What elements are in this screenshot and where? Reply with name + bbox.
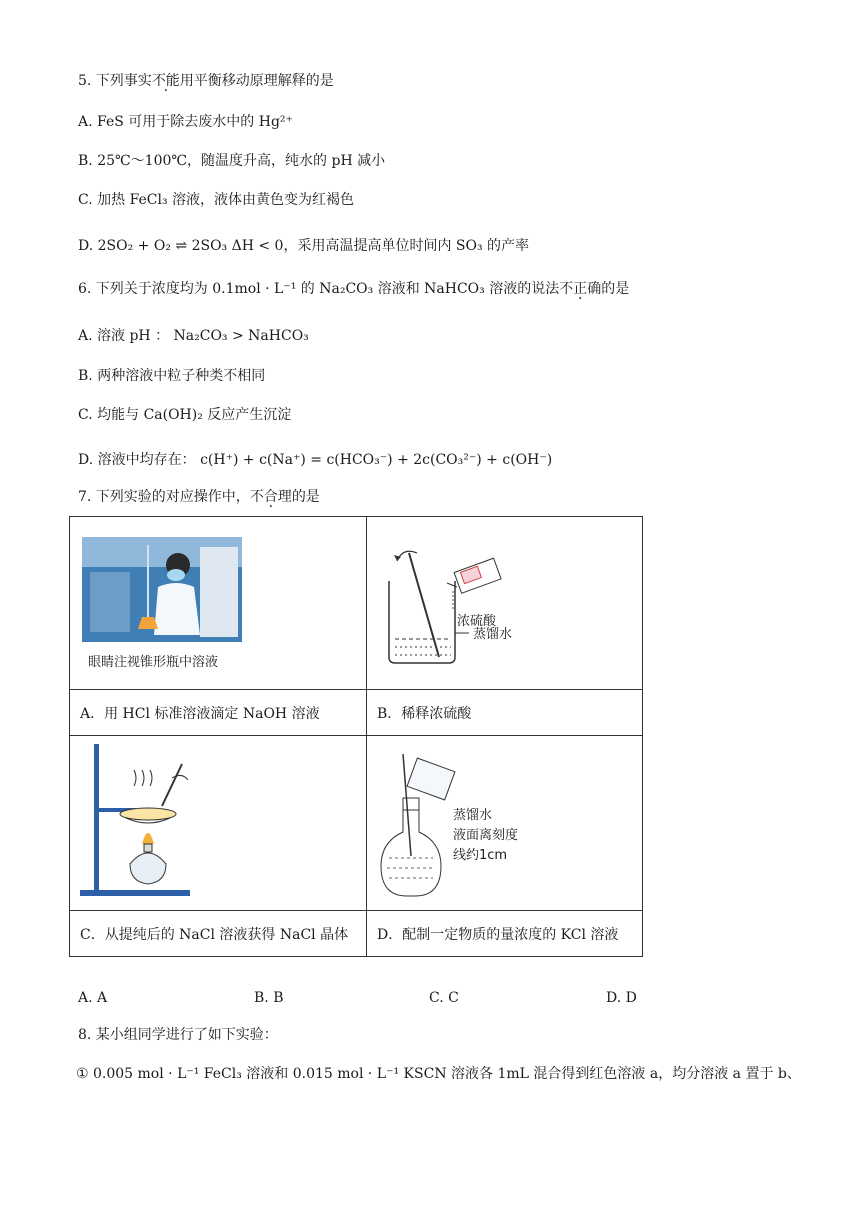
q8-stem: 8. 某小组同学进行了如下实验： — [78, 1027, 278, 1043]
q6-option-a: A. 溶液 pH ： Na₂CO₃ > NaHCO₃ — [78, 328, 309, 344]
flask-label-1: 蒸馏水 — [453, 808, 493, 823]
q7-cell-c-image — [70, 736, 367, 911]
dilution-diagram — [367, 517, 642, 685]
acid-label: 浓硫酸 — [457, 614, 497, 629]
flask-label-2: 液面离刻度 — [453, 828, 519, 843]
photo-caption: 眼睛注视锥形瓶中溶液 — [88, 655, 219, 670]
q7-caption-b: B．稀释浓硫酸 — [367, 690, 643, 736]
evaporation-diagram — [70, 736, 366, 906]
q7-stem — [78, 487, 320, 507]
q7-option-b: B. B — [254, 990, 284, 1006]
q7-cell-d-image — [367, 736, 643, 911]
q6-option-d: D. 溶液中均存在： c(H⁺) + c(Na⁺) = c(HCO₃⁻) + 2c(CO₃²⁻) + c(OH⁻) — [78, 452, 553, 468]
q6-option-c: C. 均能与 Ca(OH)₂ 反应产生沉淀 — [78, 407, 292, 423]
q6-stem-pre: 6. 下列关于浓度均为 0.1mol · L⁻¹ 的 Na₂CO₃ 溶液和 NaHCO₃ 溶液的说法 — [78, 281, 560, 297]
q7-stem-pre: 7. 下列实验的对应操作中， — [78, 489, 250, 505]
q5-stem-pre: 5. 下列事实 — [78, 73, 152, 89]
q5-option-d: D. 2SO₂ + O₂ ⇌ 2SO₃ ΔH < 0，采用高温提高单位时间内 SO₃ 的产率 — [78, 238, 530, 254]
q7-caption-c: C．从提纯后的 NaCl 溶液获得 NaCl 晶体 — [70, 911, 367, 957]
q7-table — [69, 516, 643, 957]
q6-stem-emph: 不正确 — [559, 281, 602, 297]
q7-caption-a: A．用 HCl 标准溶液滴定 NaOH 溶液 — [70, 690, 367, 736]
q7-option-d: D. D — [606, 990, 637, 1006]
q5-stem — [78, 71, 334, 91]
flask-label-3: 线约1cm — [453, 848, 508, 863]
q6-stem-post: 的是 — [601, 281, 630, 297]
q8-line-1: ① 0.005 mol · L⁻¹ FeCl₃ 溶液和 0.015 mol · L⁻¹ KSCN 溶液各 1mL 混合得到红色溶液 a，均分溶液 a 置于 b、 — [76, 1066, 801, 1082]
q5-option-c: C. 加热 FeCl₃ 溶液，液体由黄色变为红褐色 — [78, 192, 355, 208]
q5-stem-emph: 不能 — [151, 73, 180, 89]
q7-option-a: A. A — [78, 990, 108, 1006]
q5-option-b: B. 25℃～100℃，随温度升高，纯水的 pH 减小 — [78, 153, 386, 169]
q7-cell-a-image — [70, 517, 367, 690]
q7-option-c: C. C — [429, 990, 459, 1006]
q6-option-b: B. 两种溶液中粒子种类不相同 — [78, 368, 266, 384]
water-label: 蒸馏水 — [473, 627, 513, 642]
q5-stem-post: 用平衡移动原理解释的是 — [179, 73, 334, 89]
q7-cell-b-image — [367, 517, 643, 690]
volumetric-flask-diagram — [367, 736, 642, 906]
q5-option-a: A. FeS 可用于除去废水中的 Hg²⁺ — [78, 114, 293, 130]
q7-stem-post: 的是 — [291, 489, 320, 505]
q7-caption-d: D．配制一定物质的量浓度的 KCl 溶液 — [367, 911, 643, 957]
q6-stem — [78, 279, 629, 299]
q7-stem-emph: 不合理 — [249, 489, 292, 505]
